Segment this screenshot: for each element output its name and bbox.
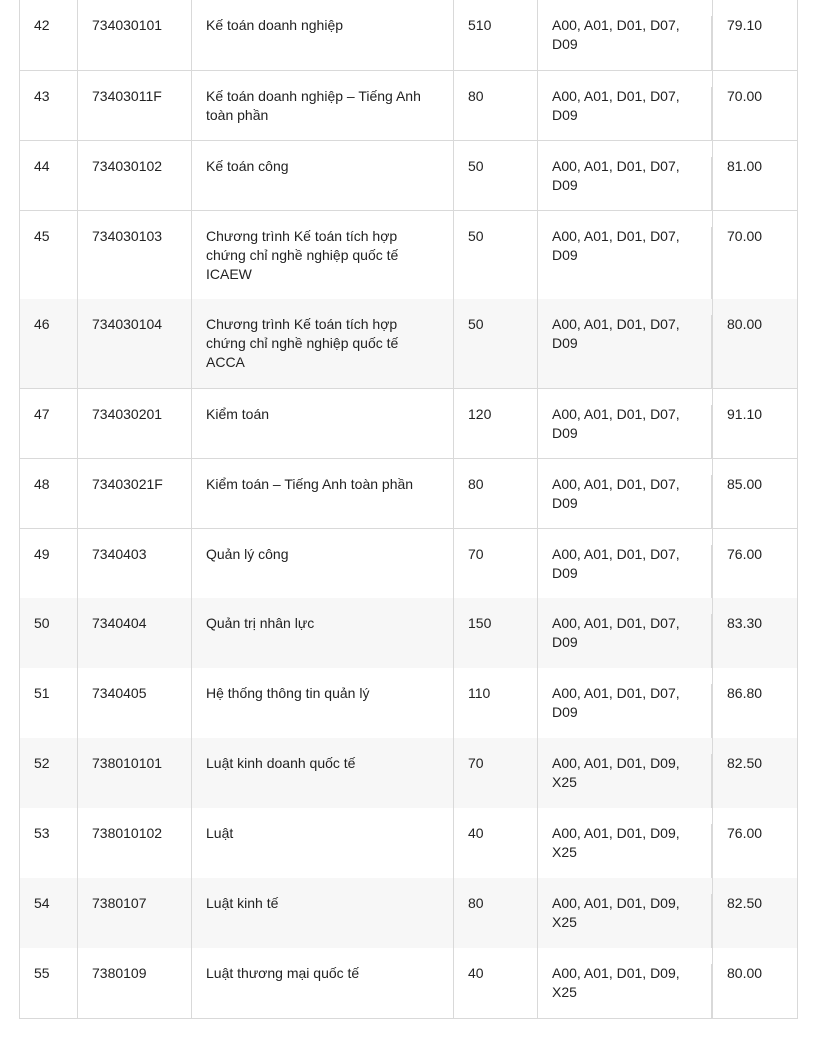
cell-combo <box>538 878 713 948</box>
cell-code: 734030104 <box>78 299 192 388</box>
cell-code: 734030103 <box>78 210 192 299</box>
table-row <box>20 70 798 140</box>
cell-quota: 120 <box>454 388 538 458</box>
combo-text: A00, A01, D01, D07, D09 <box>552 475 680 511</box>
cell-combo <box>538 528 713 598</box>
cell-name: Quản lý công <box>192 528 454 598</box>
combo-text: A00, A01, D01, D07, D09 <box>552 227 680 263</box>
cell-code: 7380109 <box>78 948 192 1018</box>
cell-quota: 70 <box>454 738 538 808</box>
table-row <box>20 140 798 210</box>
cell-score: 85.00 <box>713 458 798 528</box>
cell-code: 7380107 <box>78 878 192 948</box>
table-row <box>20 528 798 598</box>
cell-quota: 110 <box>454 668 538 738</box>
table-row <box>20 808 798 878</box>
cell-quota: 80 <box>454 458 538 528</box>
table-row <box>20 598 798 668</box>
combo-text: A00, A01, D01, D07, D09 <box>552 685 680 720</box>
cell-score: 70.00 <box>713 70 798 140</box>
cell-name: Hệ thống thông tin quản lý <box>192 668 454 738</box>
combo-text: A00, A01, D01, D09, X25 <box>552 755 680 790</box>
cell-code: 738010102 <box>78 808 192 878</box>
cell-combo <box>538 388 713 458</box>
cell-quota: 40 <box>454 948 538 1018</box>
cell-name: Kiểm toán <box>192 388 454 458</box>
table-row <box>20 0 798 70</box>
table-row <box>20 738 798 808</box>
cell-stt: 51 <box>20 668 78 738</box>
cell-stt: 43 <box>20 70 78 140</box>
combo-text: A00, A01, D01, D07, D09 <box>552 405 680 441</box>
combo-text: A00, A01, D01, D09, X25 <box>552 825 680 860</box>
table-row <box>20 299 798 388</box>
cell-combo <box>538 668 713 738</box>
cell-name: Kế toán công <box>192 140 454 210</box>
cell-quota: 80 <box>454 70 538 140</box>
cell-combo <box>538 0 713 70</box>
cell-name: Kế toán doanh nghiệp <box>192 0 454 70</box>
combo-text: A00, A01, D01, D09, X25 <box>552 895 680 930</box>
cell-score: 82.50 <box>713 878 798 948</box>
table-row <box>20 878 798 948</box>
admission-table <box>19 0 798 1019</box>
cell-quota: 40 <box>454 808 538 878</box>
cell-quota: 150 <box>454 598 538 668</box>
cell-quota: 50 <box>454 210 538 299</box>
cell-name: Chương trình Kế toán tích hợp chứng chỉ nghề nghiệp quốc tế ACCA <box>192 299 454 388</box>
cell-score: 83.30 <box>713 598 798 668</box>
cell-combo <box>538 808 713 878</box>
cell-stt: 48 <box>20 458 78 528</box>
table-row <box>20 210 798 299</box>
cell-code: 734030101 <box>78 0 192 70</box>
cell-quota: 70 <box>454 528 538 598</box>
cell-combo <box>538 738 713 808</box>
cell-combo <box>538 70 713 140</box>
cell-score: 82.50 <box>713 738 798 808</box>
cell-name: Kiểm toán – Tiếng Anh toàn phần <box>192 458 454 528</box>
combo-text: A00, A01, D01, D07, D09 <box>552 545 680 581</box>
cell-name: Luật kinh doanh quốc tế <box>192 738 454 808</box>
cell-name: Chương trình Kế toán tích hợp chứng chỉ nghề nghiệp quốc tế ICAEW <box>192 210 454 299</box>
cell-combo <box>538 948 713 1018</box>
cell-stt: 46 <box>20 299 78 388</box>
cell-stt: 52 <box>20 738 78 808</box>
admission-table-container <box>19 0 797 1019</box>
combo-text: A00, A01, D01, D09, X25 <box>552 965 680 1000</box>
cell-stt: 50 <box>20 598 78 668</box>
cell-quota: 510 <box>454 0 538 70</box>
cell-score: 81.00 <box>713 140 798 210</box>
table-body <box>20 0 798 1018</box>
cell-name: Quản trị nhân lực <box>192 598 454 668</box>
cell-code: 7340404 <box>78 598 192 668</box>
combo-text: A00, A01, D01, D07, D09 <box>552 17 680 52</box>
cell-combo <box>538 210 713 299</box>
cell-combo <box>538 458 713 528</box>
cell-code: 73403021F <box>78 458 192 528</box>
cell-score: 86.80 <box>713 668 798 738</box>
cell-score: 76.00 <box>713 528 798 598</box>
cell-stt: 45 <box>20 210 78 299</box>
cell-stt: 42 <box>20 0 78 70</box>
cell-score: 80.00 <box>713 948 798 1018</box>
cell-stt: 49 <box>20 528 78 598</box>
cell-code: 738010101 <box>78 738 192 808</box>
cell-name: Luật thương mại quốc tế <box>192 948 454 1018</box>
cell-stt: 53 <box>20 808 78 878</box>
cell-name: Kế toán doanh nghiệp – Tiếng Anh toàn phần <box>192 70 454 140</box>
table-row <box>20 948 798 1018</box>
combo-text: A00, A01, D01, D07, D09 <box>552 615 680 650</box>
cell-code: 73403011F <box>78 70 192 140</box>
cell-combo <box>538 299 713 388</box>
cell-name: Luật <box>192 808 454 878</box>
cell-code: 7340403 <box>78 528 192 598</box>
cell-stt: 55 <box>20 948 78 1018</box>
cell-quota: 50 <box>454 299 538 388</box>
cell-quota: 80 <box>454 878 538 948</box>
cell-stt: 44 <box>20 140 78 210</box>
combo-text: A00, A01, D01, D07, D09 <box>552 316 680 351</box>
table-row <box>20 388 798 458</box>
cell-score: 70.00 <box>713 210 798 299</box>
combo-text: A00, A01, D01, D07, D09 <box>552 87 680 123</box>
cell-code: 734030102 <box>78 140 192 210</box>
cell-code: 7340405 <box>78 668 192 738</box>
table-row <box>20 668 798 738</box>
cell-combo <box>538 140 713 210</box>
cell-quota: 50 <box>454 140 538 210</box>
cell-score: 91.10 <box>713 388 798 458</box>
cell-combo <box>538 598 713 668</box>
cell-score: 80.00 <box>713 299 798 388</box>
table-row <box>20 458 798 528</box>
cell-score: 79.10 <box>713 0 798 70</box>
cell-name: Luật kinh tế <box>192 878 454 948</box>
cell-stt: 47 <box>20 388 78 458</box>
cell-code: 734030201 <box>78 388 192 458</box>
combo-text: A00, A01, D01, D07, D09 <box>552 157 680 193</box>
cell-score: 76.00 <box>713 808 798 878</box>
cell-stt: 54 <box>20 878 78 948</box>
